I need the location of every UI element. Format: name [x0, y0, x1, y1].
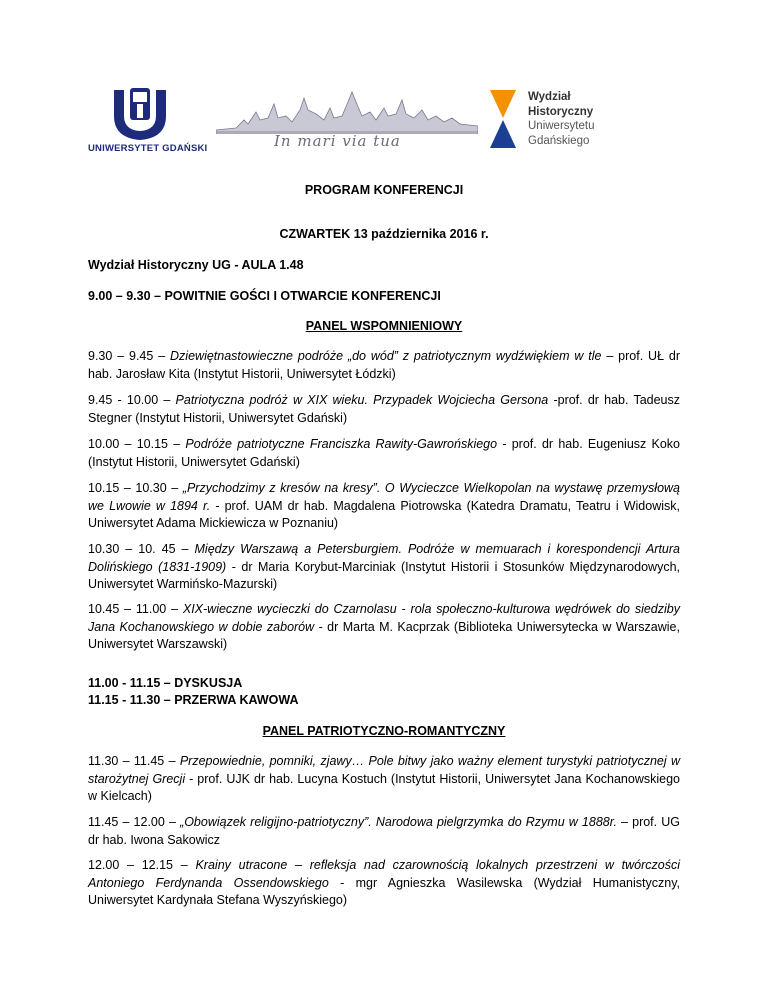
talk-item — [88, 436, 680, 471]
talk-time: 10.30 – 10. 45 – — [88, 542, 195, 556]
talk-speaker: -prof. dr hab. Tadeusz Stegner (Instytut Historii, Uniwersytet Gdański) — [88, 393, 681, 425]
talk-speaker: – prof. UŁ dr hab. Jarosław Kita (Instytut Historii, Uniwersytet Łódzki) — [88, 349, 681, 381]
city-skyline-icon — [216, 90, 478, 134]
faculty-logo — [488, 86, 648, 160]
city-skyline-logo — [216, 90, 478, 150]
city-motto: In mari via tua — [274, 132, 401, 150]
talk-time: 12.00 – 12.15 – — [88, 858, 196, 872]
talk-time: 11.30 – 11.45 – — [88, 754, 180, 768]
talk-time: 10.45 – 11.00 – — [88, 602, 183, 616]
talk-item — [88, 753, 680, 806]
talk-speaker: - mgr Agnieszka Wasilewska (Wydział Humanistyczny, Uniwersytet Kardynała Stefana Wyszyńskiego) — [88, 875, 680, 907]
ug-emblem-icon — [108, 86, 172, 142]
talk-item — [88, 857, 680, 910]
ug-logo — [88, 86, 208, 160]
page-title: PROGRAM KONFERENCJI — [304, 183, 464, 197]
ug-logo-caption: UNIWERSYTET GDAŃSKI — [88, 143, 208, 154]
faculty-logo-text — [528, 90, 594, 148]
faculty-diamond-icon — [488, 88, 518, 150]
faculty-line-3: Uniwersytetu — [528, 120, 595, 132]
talk-title: XIX-wieczne wycieczki do Czarnolasu - rola społeczno-kulturowa wędrówek do siedziby Jana Kochanowskiego w dobie zaborów — [88, 602, 680, 634]
coffee-break-slot: 11.15 - 11.30 – PRZERWA KAWOWA — [88, 693, 299, 707]
talk-title: „Przychodzimy z kresów na kresy”. O Wycieczce Wielkopolan na wystawę przemysłową we Lwowie w 1894 r. — [88, 481, 681, 513]
talk-item — [88, 392, 680, 427]
talk-item — [88, 541, 680, 594]
talk-time: 10.15 – 10.30 – — [88, 481, 183, 495]
talk-item — [88, 601, 680, 654]
talk-speaker: - prof. UAM dr hab. Magdalena Piotrowska (Katedra Dramatu, Teatru i Widowisk, Uniwersytet Adama Mickiewicza w Poznaniu) — [88, 498, 680, 530]
talk-item — [88, 348, 680, 383]
talk-item — [88, 480, 680, 533]
talk-title: Przepowiednie, pomniki, zjawy… Pole bitwy jako ważny element turystyki patriotycznej w starożytnej Grecji — [88, 754, 680, 786]
opening-session: 9.00 – 9.30 – POWITNIE GOŚCI I OTWARCIE KONFERENCJI — [88, 289, 441, 303]
talk-speaker: - dr Marta M. Kacprzak (Biblioteka Uniwersytecka w Warszawie, Uniwersytet Warszawski) — [88, 619, 680, 651]
header-logos — [88, 80, 648, 160]
faculty-line-2: Historyczny — [528, 105, 594, 118]
talk-item — [88, 814, 680, 849]
talk-title: „Obowiązek religijno-patriotyczny”. Narodowa pielgrzymka do Rzymu w 1888r. — [180, 815, 617, 829]
faculty-line-1: Wydział — [528, 91, 571, 103]
discussion-slot: 11.00 - 11.15 – DYSKUSJA — [88, 676, 243, 690]
talk-title: Między Warszawą a Petersburgiem. Podróże w memuarach i korespondencji Artura Dolińskiego (1831-1909) — [88, 542, 680, 574]
talk-time: 11.45 – 12.00 – — [88, 815, 181, 829]
panel-heading-1: PANEL WSPOMNIENIOWY — [305, 319, 463, 333]
talk-title: Krainy utracone – refleksja nad czarownością lokalnych przestrzeni w twórczości Antoniego Ferdynanda Ossendowskiego — [88, 858, 680, 890]
talk-speaker: - prof. UJK dr hab. Lucyna Kostuch (Instytut Historii, Uniwersytet Jana Kochanowskiego w Kielcach) — [88, 771, 681, 803]
panel-heading-2: PANEL PATRIOTYCZNO-ROMANTYCZNY — [262, 724, 506, 738]
faculty-line-4: Gdańskiego — [528, 134, 590, 147]
talk-speaker: - dr Maria Korybut-Marciniak (Instytut Historii i Stosunków Międzynarodowych, Uniwersytet Warmińsko-Mazurski) — [88, 559, 680, 591]
talk-time: 9.30 – 9.45 – — [88, 349, 171, 363]
talk-speaker: - prof. dr hab. Eugeniusz Koko (Instytut Historii, Uniwersytet Gdański) — [88, 437, 681, 469]
talk-speaker: – prof. UG dr hab. Iwona Sakowicz — [88, 815, 680, 847]
talk-time: 9.45 - 10.00 – — [88, 393, 176, 407]
talk-title: Podróże patriotyczne Franciszka Rawity-Gawrońskiego — [185, 437, 498, 451]
day-heading: CZWARTEK 13 października 2016 r. — [279, 227, 489, 241]
talk-title: Patriotyczna podróż w XIX wieku. Przypadek Wojciecha Gersona — [175, 393, 549, 407]
talk-title: Dziewiętnastowieczne podróże „do wód” z patriotycznym wydźwiękiem w tle — [170, 349, 602, 363]
venue: Wydział Historyczny UG - AULA 1.48 — [88, 258, 304, 272]
talk-time: 10.00 – 10.15 – — [88, 437, 186, 451]
